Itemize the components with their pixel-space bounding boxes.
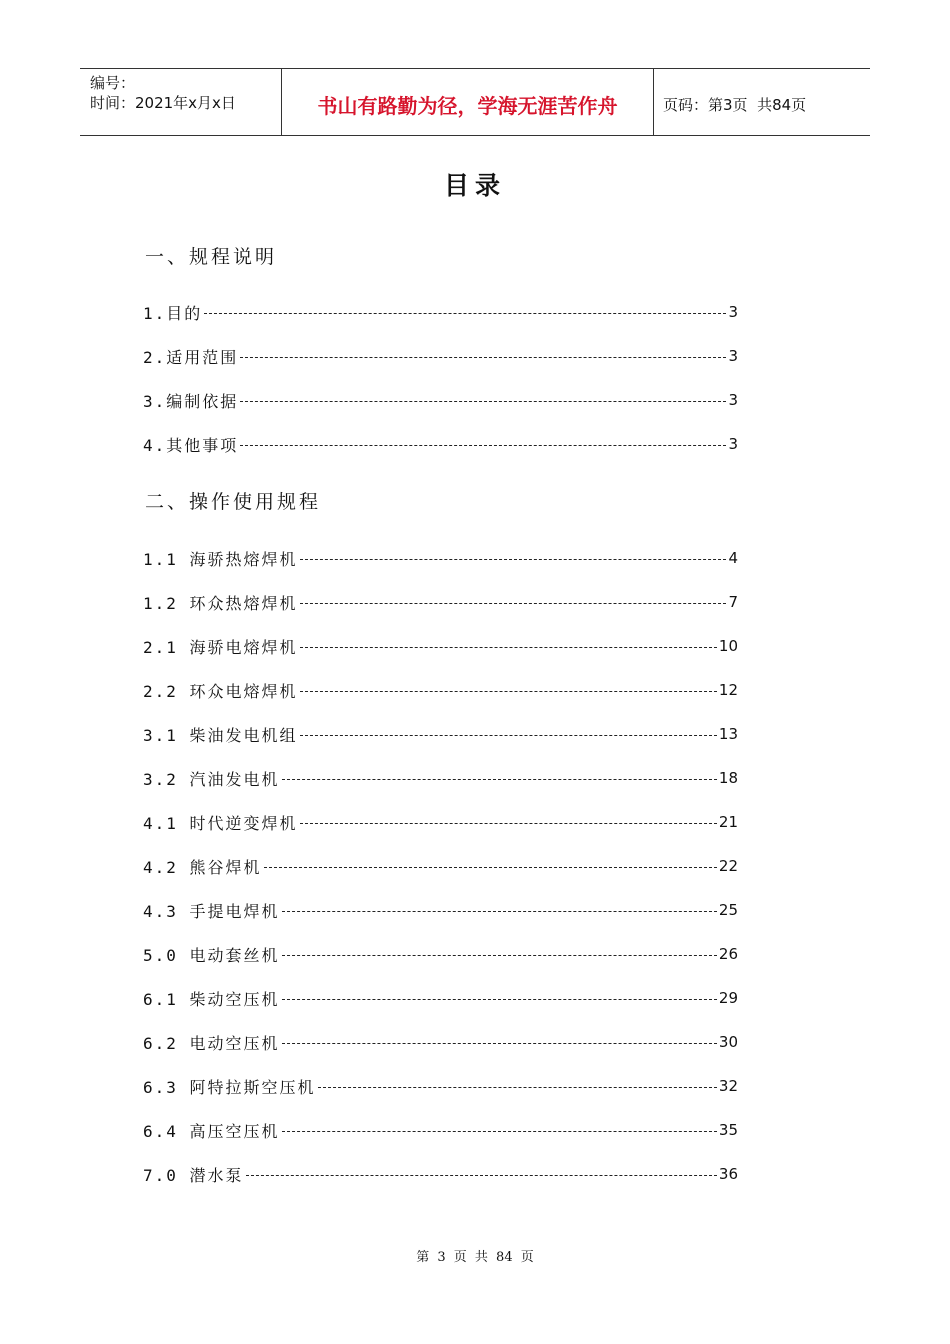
dot-leader [246, 1175, 717, 1176]
toc-entry-page: 10 [718, 637, 738, 655]
toc-entry-page: 36 [718, 1165, 738, 1183]
toc-entry[interactable] [143, 854, 738, 878]
toc-entry[interactable] [143, 590, 738, 614]
toc-entry-page: 32 [718, 1077, 738, 1095]
dot-leader [264, 867, 717, 868]
dot-leader [282, 955, 717, 956]
toc-entry[interactable] [143, 1118, 738, 1142]
toc-entry-label: 4.3 手提电焊机 [143, 901, 280, 921]
toc-entry-label: 2.适用范围 [143, 347, 239, 367]
dot-leader [240, 401, 726, 402]
toc-entry[interactable] [143, 546, 738, 570]
dot-leader [282, 1043, 717, 1044]
toc-entry[interactable] [143, 1074, 738, 1098]
toc-entry-page: 22 [718, 857, 738, 875]
toc-entry-page: 29 [718, 989, 738, 1007]
dot-leader [240, 357, 726, 358]
toc-entry-page: 12 [718, 681, 738, 699]
toc-entry[interactable] [143, 344, 738, 368]
toc-entry-label: 6.1 柴动空压机 [143, 989, 280, 1009]
toc-entry-page: 21 [718, 813, 738, 831]
toc-entry[interactable] [143, 766, 738, 790]
toc-entry[interactable] [143, 722, 738, 746]
toc-entry-page: 30 [718, 1033, 738, 1051]
toc-entry-page: 13 [718, 725, 738, 743]
section-heading-2: 二、操作使用规程 [145, 491, 322, 513]
dot-leader [282, 911, 717, 912]
toc-entry-label: 2.1 海骄电熔焊机 [143, 637, 298, 657]
toc-entry[interactable] [143, 388, 738, 412]
toc-entry-label: 6.3 阿特拉斯空压机 [143, 1077, 316, 1097]
dot-leader [318, 1087, 717, 1088]
toc-entry-page: 35 [718, 1121, 738, 1139]
dot-leader [204, 313, 726, 314]
toc-entry[interactable] [143, 942, 738, 966]
toc-entry[interactable] [143, 432, 738, 456]
header-motto: 书山有路勤为径，学海无涯苦作舟 [281, 69, 654, 135]
toc-entry-label: 2.2 环众电熔焊机 [143, 681, 298, 701]
dot-leader [300, 603, 727, 604]
toc-entry[interactable] [143, 634, 738, 658]
serial-label: 编号： [90, 74, 136, 92]
toc-entry-page: 25 [718, 901, 738, 919]
toc-entry-page: 26 [718, 945, 738, 963]
dot-leader [300, 691, 717, 692]
toc-entry-page: 3 [728, 435, 738, 453]
header-right-cell [654, 69, 870, 135]
header-page-info: 页码：第3页 共84页 [663, 95, 807, 114]
toc-entry[interactable] [143, 986, 738, 1010]
time-label: 时间：2021年x月x日 [90, 94, 236, 112]
toc-entry-page: 4 [728, 549, 738, 567]
toc-entry-label: 4.2 熊谷焊机 [143, 857, 262, 877]
toc-entry-label: 3.编制依据 [143, 391, 239, 411]
dot-leader [282, 779, 717, 780]
dot-leader [282, 999, 717, 1000]
toc-entry[interactable] [143, 898, 738, 922]
toc-entry[interactable] [143, 300, 738, 324]
toc-entry-label: 1.2 环众热熔焊机 [143, 593, 298, 613]
toc-entry-page: 3 [728, 303, 738, 321]
toc-entry-page: 3 [728, 347, 738, 365]
toc-entry-label: 6.2 电动空压机 [143, 1033, 280, 1053]
toc-entry[interactable] [143, 1030, 738, 1054]
toc-entry[interactable] [143, 810, 738, 834]
dot-leader [300, 823, 717, 824]
dot-leader [282, 1131, 717, 1132]
toc-entry-label: 1.1 海骄热熔焊机 [143, 549, 298, 569]
toc-entry-label: 7.0 潜水泵 [143, 1165, 244, 1185]
toc-entry-label: 3.2 汽油发电机 [143, 769, 280, 789]
toc-entry-label: 3.1 柴油发电机组 [143, 725, 298, 745]
toc-entry[interactable] [143, 678, 738, 702]
dot-leader [240, 445, 726, 446]
toc-entry-label: 4.1 时代逆变焊机 [143, 813, 298, 833]
page-header [80, 68, 870, 136]
dot-leader [300, 735, 717, 736]
toc-entry-label: 1.目的 [143, 303, 203, 323]
page-title: 目录 [443, 171, 506, 200]
toc-entry[interactable] [143, 1162, 738, 1186]
section-heading-1: 一、规程说明 [145, 246, 278, 268]
dot-leader [300, 559, 727, 560]
toc-entry-page: 3 [728, 391, 738, 409]
header-left-cell [80, 69, 281, 135]
toc-entry-page: 7 [728, 593, 738, 611]
page-footer: 第 3 页 共 84 页 [416, 1250, 534, 1265]
toc-entry-page: 18 [718, 769, 738, 787]
toc-entry-label: 4.其他事项 [143, 435, 239, 455]
dot-leader [300, 647, 717, 648]
toc-entry-label: 5.0 电动套丝机 [143, 945, 280, 965]
toc-entry-label: 6.4 高压空压机 [143, 1121, 280, 1141]
